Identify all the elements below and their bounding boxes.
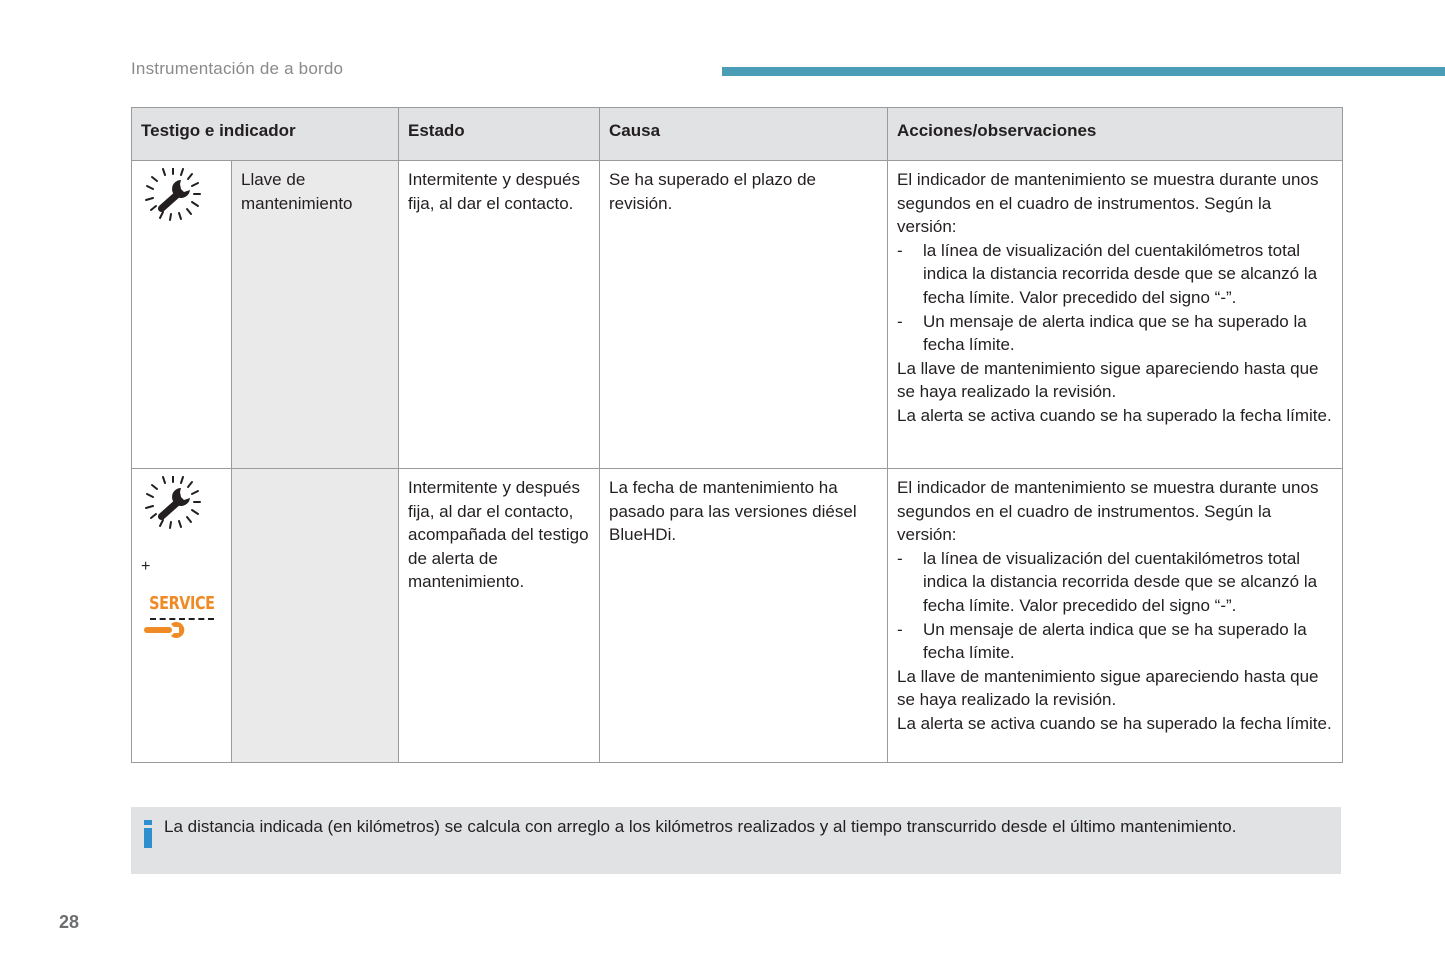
header-accent-bar <box>722 67 1445 76</box>
list-item: - Un mensaje de alerta indica que se ha superado la fecha límite. <box>897 310 1334 357</box>
list-item: - la línea de visualización del cuentakilómetros total indica la distancia recorrida desde que se alcanzó la fecha límite. Valor precedido del signo “-”. <box>897 239 1334 310</box>
info-note-text: La distancia indicada (en kilómetros) se calcula con arreglo a los kilómetros realizados y al tiempo transcurrido desde el último mantenimiento. <box>164 817 1237 836</box>
column-header-cause: Causa <box>600 108 888 161</box>
state-cell: Intermitente y después fija, al dar el contacto, acompañada del testigo de alerta de mantenimiento. <box>399 469 600 763</box>
actions-note: La llave de mantenimiento sigue apareciendo hasta que se haya realizado la revisión. <box>897 666 1319 710</box>
actions-list <box>897 239 1334 357</box>
service-warning-icon <box>141 588 223 646</box>
service-label: SERVICE <box>149 593 215 615</box>
table-header-row <box>132 108 1343 161</box>
list-item: - Un mensaje de alerta indica que se ha superado la fecha límite. <box>897 618 1334 665</box>
page-number: 28 <box>59 912 80 932</box>
actions-intro: El indicador de mantenimiento se muestra durante unos segundos en el cuadro de instrumentos. Según la versión: <box>897 478 1319 545</box>
cause-cell: La fecha de mantenimiento ha pasado para las versiones diésel BlueHDi. <box>600 469 888 763</box>
indicator-name-cell <box>232 469 399 763</box>
actions-cell <box>888 469 1343 763</box>
table-row <box>132 469 1343 763</box>
warning-lights-table <box>131 107 1343 763</box>
actions-note: La alerta se activa cuando se ha superado la fecha límite. <box>897 405 1332 425</box>
plus-sign: + <box>141 557 151 575</box>
actions-list <box>897 547 1334 665</box>
info-note-box <box>131 807 1341 874</box>
table-row <box>132 161 1343 469</box>
actions-note: La alerta se activa cuando se ha superado la fecha límite. <box>897 713 1332 733</box>
wrench-flashing-icon <box>141 476 205 536</box>
indicator-icon-cell <box>132 161 232 469</box>
indicator-icon-cell <box>132 469 232 763</box>
column-header-state: Estado <box>399 108 600 161</box>
cause-cell: Se ha superado el plazo de revisión. <box>600 161 888 469</box>
wrench-flashing-icon <box>141 168 205 228</box>
actions-cell <box>888 161 1343 469</box>
column-header-indicator: Testigo e indicador <box>132 108 399 161</box>
orange-wrench-icon <box>141 620 185 640</box>
column-header-actions: Acciones/observaciones <box>888 108 1343 161</box>
actions-note: La llave de mantenimiento sigue apareciendo hasta que se haya realizado la revisión. <box>897 358 1319 402</box>
list-item: - la línea de visualización del cuentakilómetros total indica la distancia recorrida desde que se alcanzó la fecha límite. Valor precedido del signo “-”. <box>897 547 1334 618</box>
info-icon <box>143 820 153 848</box>
state-cell: Intermitente y después fija, al dar el contacto. <box>399 161 600 469</box>
indicator-name-cell: Llave de mantenimiento <box>232 161 399 469</box>
actions-intro: El indicador de mantenimiento se muestra durante unos segundos en el cuadro de instrumentos. Según la versión: <box>897 170 1319 237</box>
section-title: Instrumentación de a bordo <box>131 59 344 78</box>
